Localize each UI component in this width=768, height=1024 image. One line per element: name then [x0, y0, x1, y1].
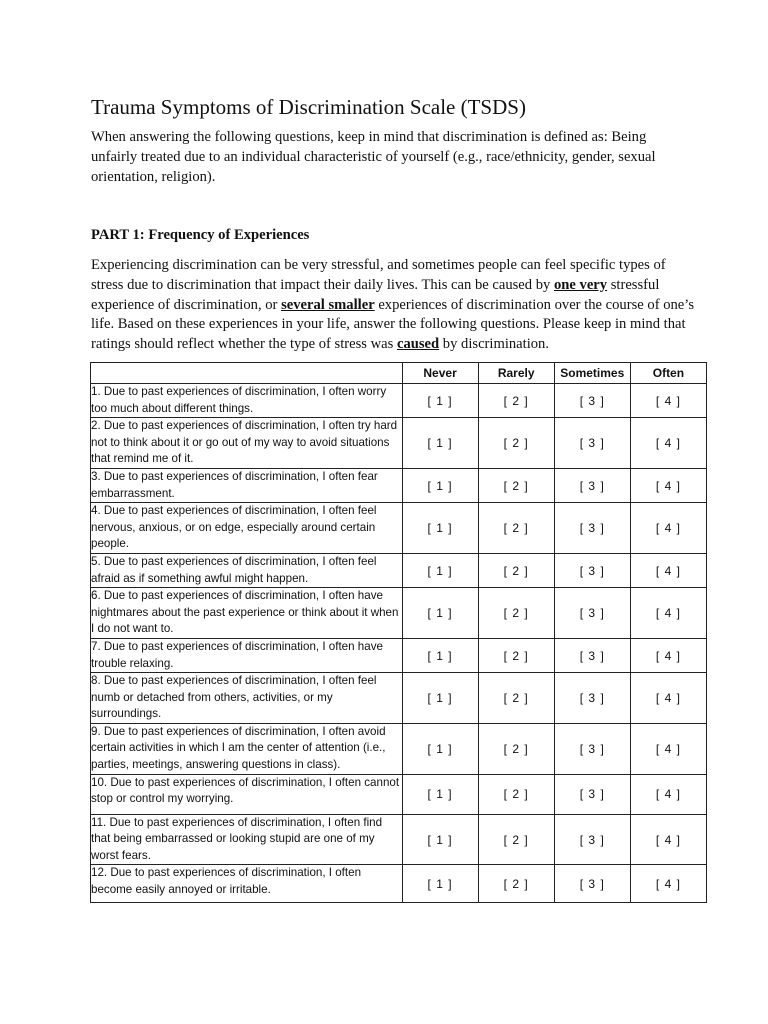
rating-option-often[interactable]: [ 4 ]	[630, 865, 706, 903]
intro-paragraph: When answering the following questions, keep in mind that discrimination is defined as: Being unfairly treated due to an individual characteristic of yourself (e.g., race/ethnicity, gender, sexual orientation, religion).	[91, 129, 656, 185]
rating-option-rarely[interactable]: [ 2 ]	[478, 418, 554, 469]
rating-option-often[interactable]: [ 4 ]	[630, 638, 706, 672]
table-row	[91, 723, 707, 774]
rating-option-often[interactable]: [ 4 ]	[630, 468, 706, 502]
rating-option-never[interactable]: [ 1 ]	[402, 553, 478, 587]
rating-option-often[interactable]: [ 4 ]	[630, 384, 706, 418]
table-row	[91, 865, 707, 903]
rating-option-sometimes[interactable]: [ 3 ]	[554, 638, 630, 672]
rating-option-rarely[interactable]: [ 2 ]	[478, 673, 554, 724]
rating-option-never[interactable]: [ 1 ]	[402, 814, 478, 865]
desc-emphasis: caused	[396, 336, 440, 353]
part1-description	[91, 256, 695, 355]
question-text: 10. Due to past experiences of discrimination, I often cannot stop or control my worrying.	[91, 774, 403, 814]
question-text: 9. Due to past experiences of discrimination, I often avoid certain activities in which I am the center of attention (i.e., parties, meetings, answering questions in class).	[91, 723, 403, 774]
desc-text: Experiencing discrimination can be very stressful, and sometimes people can feel specific types of stress due to discrimination that impact their daily lives. This can be caused by	[91, 257, 666, 293]
desc-text: by discrimination.	[439, 336, 550, 353]
rating-option-often[interactable]: [ 4 ]	[630, 723, 706, 774]
rating-option-often[interactable]: [ 4 ]	[630, 774, 706, 814]
question-text: 3. Due to past experiences of discrimination, I often fear embarrassment.	[91, 468, 403, 502]
question-text: 6. Due to past experiences of discrimination, I often have nightmares about the past experience or think about it when I do not want to.	[91, 588, 403, 639]
table-row	[91, 814, 707, 865]
rating-option-sometimes[interactable]: [ 3 ]	[554, 384, 630, 418]
question-text: 1. Due to past experiences of discrimination, I often worry too much about different things.	[91, 384, 403, 418]
rating-option-sometimes[interactable]: [ 3 ]	[554, 774, 630, 814]
rating-option-sometimes[interactable]: [ 3 ]	[554, 553, 630, 587]
rating-option-rarely[interactable]: [ 2 ]	[478, 814, 554, 865]
rating-option-rarely[interactable]: [ 2 ]	[478, 723, 554, 774]
page-title: Trauma Symptoms of Discrimination Scale (TSDS)	[91, 95, 526, 119]
table-header-row	[91, 363, 707, 384]
table-row	[91, 468, 707, 502]
rating-option-never[interactable]: [ 1 ]	[402, 723, 478, 774]
rating-option-often[interactable]: [ 4 ]	[630, 503, 706, 554]
rating-option-never[interactable]: [ 1 ]	[402, 384, 478, 418]
rating-option-sometimes[interactable]: [ 3 ]	[554, 418, 630, 469]
rating-option-rarely[interactable]: [ 2 ]	[478, 503, 554, 554]
table-row	[91, 673, 707, 724]
table-row	[91, 418, 707, 469]
question-text: 8. Due to past experiences of discrimination, I often feel numb or detached from others, activities, or my surroundings.	[91, 673, 403, 724]
rating-option-sometimes[interactable]: [ 3 ]	[554, 814, 630, 865]
question-text: 11. Due to past experiences of discrimination, I often find that being embarrassed or looking stupid are one of my worst fears.	[91, 814, 403, 865]
rating-option-rarely[interactable]: [ 2 ]	[478, 553, 554, 587]
rating-option-sometimes[interactable]: [ 3 ]	[554, 468, 630, 502]
rating-option-sometimes[interactable]: [ 3 ]	[554, 588, 630, 639]
rating-option-rarely[interactable]: [ 2 ]	[478, 865, 554, 903]
table-row	[91, 553, 707, 587]
header-never: Never	[402, 363, 478, 384]
header-rarely: Rarely	[478, 363, 554, 384]
rating-option-sometimes[interactable]: [ 3 ]	[554, 723, 630, 774]
rating-option-often[interactable]: [ 4 ]	[630, 418, 706, 469]
table-row	[91, 638, 707, 672]
rating-option-never[interactable]: [ 1 ]	[402, 418, 478, 469]
rating-option-rarely[interactable]: [ 2 ]	[478, 588, 554, 639]
rating-option-never[interactable]: [ 1 ]	[402, 588, 478, 639]
rating-option-sometimes[interactable]: [ 3 ]	[554, 503, 630, 554]
desc-text: stressful experience of discrimination, or	[91, 276, 660, 313]
rating-option-rarely[interactable]: [ 2 ]	[478, 774, 554, 814]
header-blank	[91, 363, 403, 384]
question-text: 5. Due to past experiences of discrimination, I often feel afraid as if something awful might happen.	[91, 553, 403, 587]
rating-option-rarely[interactable]: [ 2 ]	[478, 638, 554, 672]
question-text: 4. Due to past experiences of discrimination, I often feel nervous, anxious, or on edge, especially around certain people.	[91, 503, 403, 554]
desc-emphasis: one very	[553, 276, 608, 293]
question-text: 2. Due to past experiences of discrimination, I often try hard not to think about it or go out of my way to avoid situations that remind me of it.	[91, 418, 403, 469]
frequency-table	[90, 362, 707, 903]
table-row	[91, 503, 707, 554]
part1-heading: PART 1: Frequency of Experiences	[91, 227, 310, 243]
rating-option-never[interactable]: [ 1 ]	[402, 865, 478, 903]
desc-emphasis: several smaller	[281, 296, 375, 313]
rating-option-sometimes[interactable]: [ 3 ]	[554, 865, 630, 903]
rating-option-never[interactable]: [ 1 ]	[402, 774, 478, 814]
rating-option-often[interactable]: [ 4 ]	[630, 814, 706, 865]
question-text: 7. Due to past experiences of discrimination, I often have trouble relaxing.	[91, 638, 403, 672]
table-row	[91, 774, 707, 814]
header-sometimes: Sometimes	[554, 363, 630, 384]
question-text: 12. Due to past experiences of discrimination, I often become easily annoyed or irritable.	[91, 865, 403, 903]
table-row	[91, 384, 707, 418]
rating-option-never[interactable]: [ 1 ]	[402, 503, 478, 554]
rating-option-never[interactable]: [ 1 ]	[402, 673, 478, 724]
rating-option-never[interactable]: [ 1 ]	[402, 638, 478, 672]
desc-text: experiences of discrimination over the course of one’s life. Based on these experiences in your life, answer the following questions. Please keep in mind that ratings should reflect whether the type of stress was	[91, 296, 695, 353]
rating-option-often[interactable]: [ 4 ]	[630, 673, 706, 724]
table-row	[91, 588, 707, 639]
rating-option-rarely[interactable]: [ 2 ]	[478, 384, 554, 418]
rating-option-sometimes[interactable]: [ 3 ]	[554, 673, 630, 724]
rating-option-rarely[interactable]: [ 2 ]	[478, 468, 554, 502]
rating-option-often[interactable]: [ 4 ]	[630, 553, 706, 587]
header-often: Often	[630, 363, 706, 384]
rating-option-often[interactable]: [ 4 ]	[630, 588, 706, 639]
rating-option-never[interactable]: [ 1 ]	[402, 468, 478, 502]
